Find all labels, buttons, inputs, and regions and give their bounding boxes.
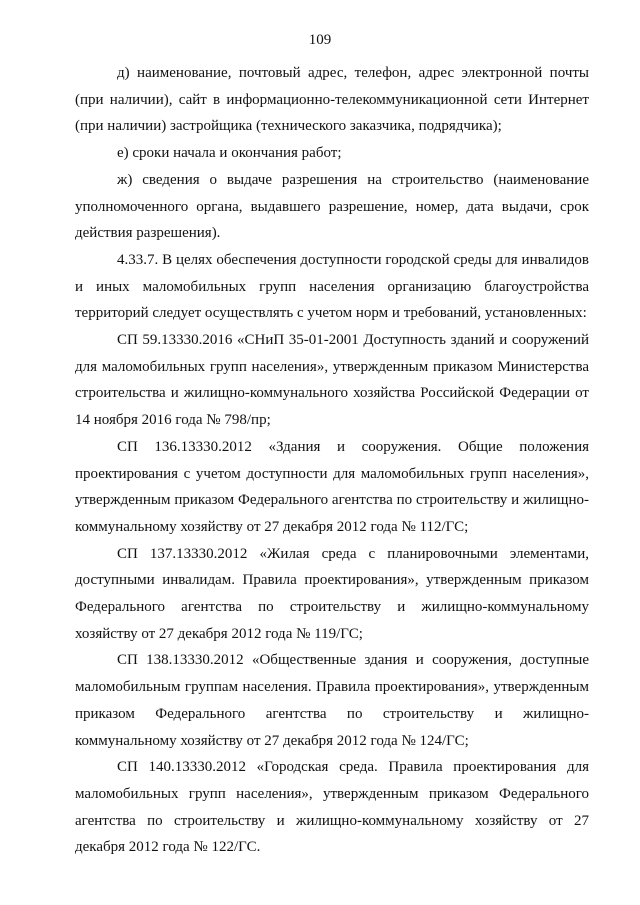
- paragraph-item-zh: ж) сведения о выдаче разрешения на строительство (наименование уполномоченного органа, выдавшего разрешение, номер, дата выдачи, срок действия разрешения).: [75, 171, 589, 242]
- paragraph-item-e: е) сроки начала и окончания работ;: [117, 145, 342, 162]
- paragraph-clause-4-33-7: 4.33.7. В целях обеспечения доступности городской среды для инвалидов и иных маломобильных групп населения организацию благоустройства территорий следует осуществлять с учетом норм и требований, установленных:: [75, 251, 589, 322]
- document-body: [75, 60, 589, 861]
- paragraph-sp-136: СП 136.13330.2012 «Здания и сооружения. Общие положения проектирования с учетом доступности для маломобильных групп населения», утвержденным приказом Федерального агентства по строительству и жилищно-коммунальному хозяйству от 27 декабря 2012 года № 112/ГС;: [75, 438, 589, 535]
- paragraph-sp-138: СП 138.13330.2012 «Общественные здания и сооружения, доступные маломобильным группам населения. Правила проектирования», утвержденным приказом Федерального агентства по строительству и жилищно-коммунальному хозяйству от 27 декабря 2012 года № 124/ГС;: [75, 652, 589, 749]
- paragraph-sp-59: СП 59.13330.2016 «СНиП 35-01-2001 Доступность зданий и сооружений для маломобильных групп населения», утвержденным приказом Министерства строительства и жилищно-коммунального хозяйства Российской Федерации от 14 ноября 2016 года № 798/пр;: [75, 332, 589, 429]
- paragraph-sp-140: СП 140.13330.2012 «Городская среда. Правила проектирования для маломобильных групп населения», утвержденным приказом Федерального агентства по строительству и жилищно-коммунальному хозяйству от 27 декабря 2012 года № 122/ГС.: [75, 759, 589, 856]
- paragraph-sp-137: СП 137.13330.2012 «Жилая среда с планировочными элементами, доступными инвалидам. Правила проектирования», утвержденным приказом Федерального агентства по строительству и жилищно-коммунальному хозяйству от 27 декабря 2012 года № 119/ГС;: [75, 545, 589, 642]
- paragraph-item-d: д) наименование, почтовый адрес, телефон, адрес электронной почты (при наличии), сайт в информационно-телекоммуникационной сети Интернет (при наличии) застройщика (технического заказчика, подрядчика);: [75, 65, 589, 135]
- page-number: 109: [308, 32, 332, 48]
